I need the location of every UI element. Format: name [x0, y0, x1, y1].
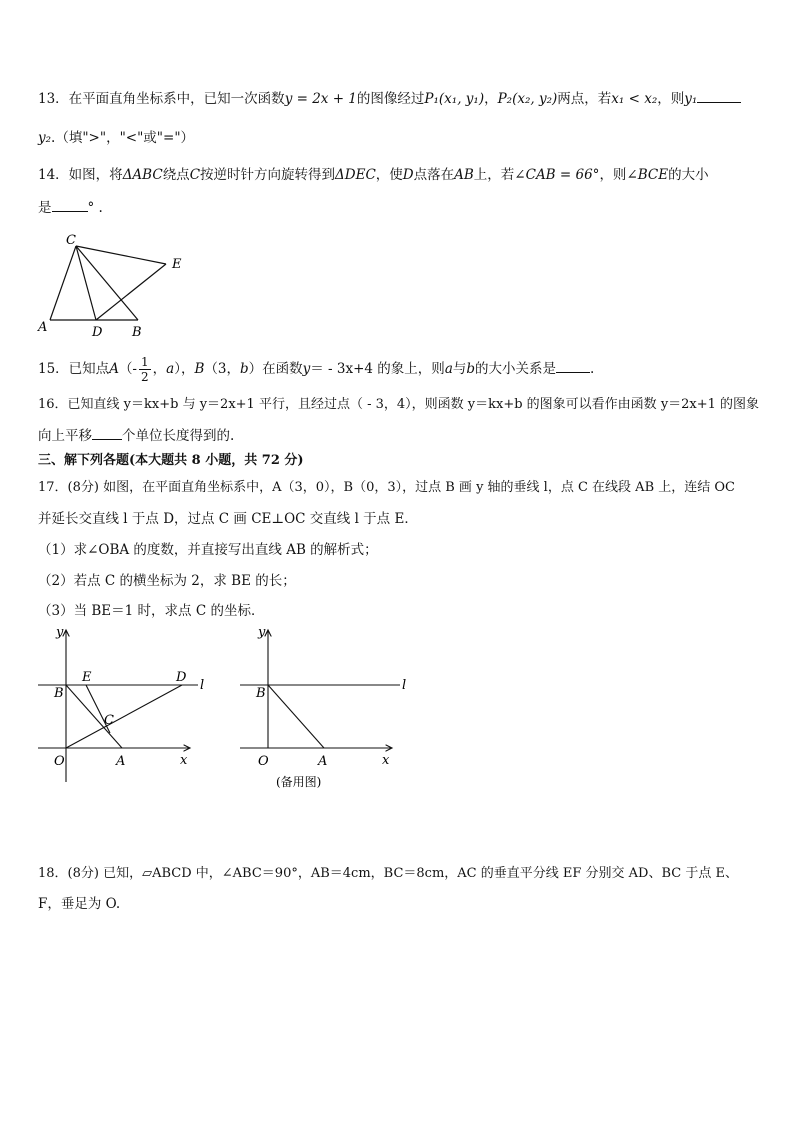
q14-answer-blank[interactable]	[52, 197, 88, 212]
q16-answer-blank[interactable]	[92, 425, 122, 440]
q13-point-p2: P₂(x₂, y₂)	[497, 91, 558, 107]
q15-fraction: $\frac{1}{2}$	[141, 355, 149, 384]
q17-figure-backup	[236, 622, 426, 797]
q14-label-a: A	[38, 320, 48, 335]
q18-line1: 18．(8分) 已知，▱ABCD 中，∠ABC＝90°，AB＝4cm，BC＝8cm，AC 的垂直平分线 EF 分别交 AD、BC 于点 E、	[38, 866, 738, 881]
q17-fig2-a-label: A	[318, 754, 328, 769]
q17-fig1-x-label: x	[180, 753, 188, 768]
q17-fig1-a-label: A	[116, 754, 126, 769]
q17-fig2-caption: (备用图)	[276, 775, 322, 789]
q14-label-c: C	[66, 233, 76, 248]
q13-line2: y₂.（填">"，"<"或"="）	[38, 130, 195, 146]
q17-fig2-x-label: x	[382, 753, 390, 768]
q14-label-d: D	[92, 325, 103, 340]
q15-answer-blank[interactable]	[556, 358, 590, 373]
q17-fig2-o-label: O	[258, 754, 269, 769]
q14-label-e: E	[172, 257, 182, 272]
q13-answer-blank[interactable]	[697, 88, 741, 103]
q13-condition: x₁ < x₂	[611, 91, 658, 107]
q14-label-b: B	[132, 325, 142, 340]
q17-part3: （3）当 BE＝1 时，求点 C 的坐标．	[38, 603, 265, 619]
q15-line: 15．已知点A（- $\frac{1}{2}$ ，a），B（3，b）在函数y＝ - 3x+4 的象上，则a与b的大小关系是 .	[38, 355, 595, 384]
q14-triangle-figure	[34, 230, 194, 340]
q14-line1: 14．如图，将ΔABC绕点C按逆时针方向旋转得到ΔDEC，使D点落在AB上，若∠CAB = 66°，则∠BCE的大小	[38, 167, 709, 183]
q17-fig1-l-label: l	[200, 678, 205, 693]
q17-fig1-c-label: C	[104, 713, 114, 728]
q17-part1: （1）求∠OBA 的度数，并直接写出直线 AB 的解析式；	[38, 542, 378, 558]
q16-line1: 16．已知直线 y＝kx+b 与 y＝2x+1 平行，且经过点（ - 3，4），则函数 y＝kx+b 的图象可以看作由函数 y＝2x+1 的图象	[38, 397, 760, 412]
q17-part2: （2）若点 C 的横坐标为 2，求 BE 的长；	[38, 573, 296, 589]
q13-formula: y = 2x + 1	[284, 91, 357, 107]
q14-line2: 是 ° .	[38, 197, 103, 218]
q17-line2: 并延长交直线 l 于点 D，过点 C 画 CE⊥OC 交直线 l 于点 E．	[38, 511, 418, 527]
q17-fig1-b-label: B	[54, 686, 64, 701]
q13-point-p1: P₁(x₁, y₁)	[424, 91, 485, 107]
q16-line2: 向上平移 个单位长度得到的.	[38, 425, 234, 446]
q17-fig1-o-label: O	[54, 754, 65, 769]
q17-line1: 17．(8分) 如图，在平面直角坐标系中，A（3，0），B（0，3），过点 B 画 y 轴的垂线 l，点 C 在线段 AB 上，连结 OC	[38, 480, 735, 495]
section-heading: 三、解下列各题(本大题共 8 小题，共 72 分)	[38, 453, 304, 468]
q18-line2: F，垂足为 O.	[38, 896, 121, 912]
q17-fig2-l-label: l	[402, 678, 407, 693]
q17-fig1-e-label: E	[82, 670, 92, 685]
q17-fig2-b-label: B	[256, 686, 266, 701]
q17-fig2-y-label: y	[258, 625, 266, 640]
q17-figure-main	[34, 622, 224, 787]
q17-fig1-d-label: D	[176, 670, 187, 685]
q17-fig1-y-label: y	[56, 625, 64, 640]
q13-line1: 13．在平面直角坐标系中，已知一次函数y = 2x + 1的图像经过P₁(x₁, y₁)，P₂(x₂, y₂)两点，若x₁ < x₂，则y₁	[38, 88, 741, 109]
